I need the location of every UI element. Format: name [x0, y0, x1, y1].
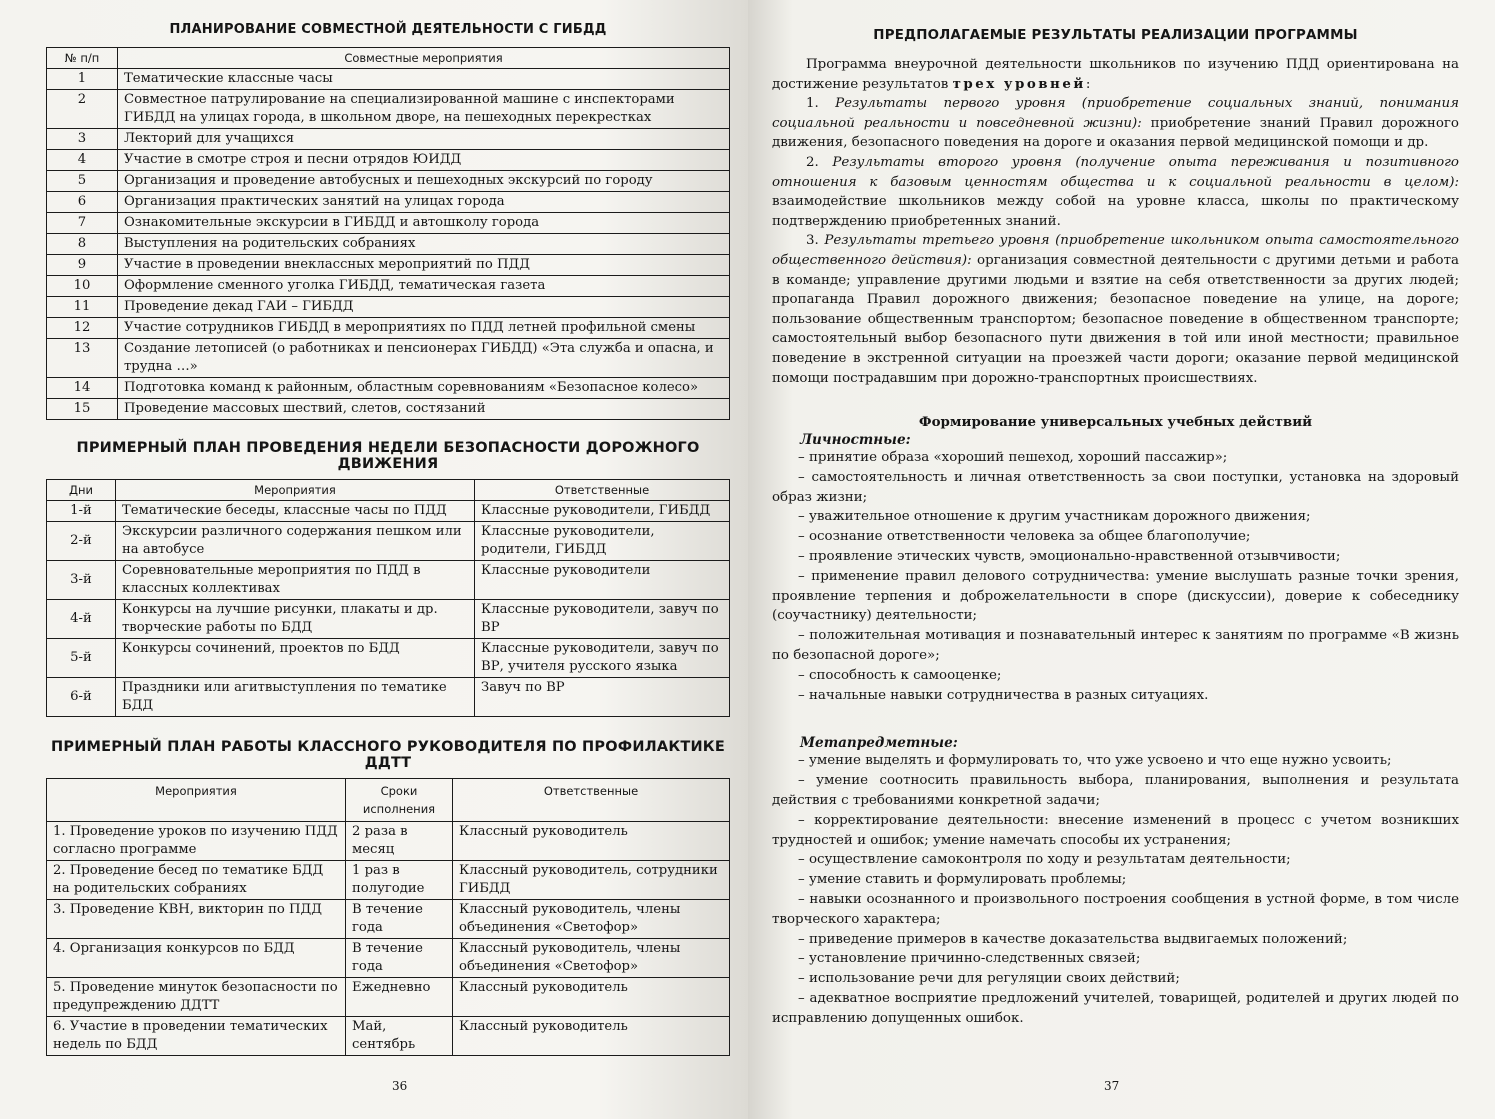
table-row: [47, 399, 730, 420]
level-title: Результаты второго уровня (получение опыта переживания и позитивного отношения к базовым ценностям общества и к социальной реальности в целом):: [772, 154, 1459, 190]
list-item: – уважительное отношение к другим участникам дорожного движения;: [772, 507, 1459, 527]
row-responsible: Классные руководители: [475, 561, 730, 600]
row-day: 4-й: [47, 600, 116, 639]
table-row: [47, 600, 730, 639]
row-event: 6. Участие в проведении тематических недель по БДД: [47, 1017, 346, 1056]
row-responsible: Классный руководитель: [453, 822, 730, 861]
meta-title: Метапредметные:: [800, 735, 958, 752]
result-level: [772, 153, 1459, 231]
list-item: – положительная мотивация и познавательный интерес к занятиям по программе «В жизнь по безопасной дороге»;: [772, 626, 1459, 666]
table-row: [47, 639, 730, 678]
list-item: – осознание ответственности человека за общее благополучие;: [772, 527, 1459, 547]
table-row: [47, 276, 730, 297]
level-number: 2.: [806, 154, 819, 170]
row-number: 9: [47, 255, 118, 276]
list-item: – осуществление самоконтроля по ходу и результатам деятельности;: [772, 850, 1459, 870]
row-event: Конкурсы сочинений, проектов по БДД: [116, 639, 475, 678]
level-title: Результаты первого уровня (приобретение социальных знаний, понимания социальной реальности и повседневной жизни):: [772, 96, 1459, 131]
col-header-events: Совместные мероприятия: [118, 48, 730, 69]
col-header-num: № п/п: [47, 48, 118, 69]
row-term: Ежедневно: [346, 978, 453, 1017]
lead-row-caption: [47, 420, 48, 421]
table-row: [47, 150, 730, 171]
row-event: Тематические беседы, классные часы по ПДД: [116, 501, 475, 522]
row-responsible: Классный руководитель: [453, 978, 730, 1017]
table-row: [47, 900, 730, 939]
col-header-events: Мероприятия: [116, 480, 475, 501]
table-row: [47, 318, 730, 339]
table-row: [47, 378, 730, 399]
row-term: В течение года: [346, 939, 453, 978]
results-levels: [772, 94, 1459, 388]
level-text: организация совместной деятельности с другими детьми и работа в команде; управление другими людьми и взятие на себя ответственности за других людей; пропаганда Правил дорожного движения; безопасное поведение на улице, на дороге; пользование общественным транспортом; безопасное поведение в общественном транспорте; самостоятельный выбор безопасного пути движения в той или иной местности; правильное поведение в экстренной ситуации на проезжей части дороги; оказание первой медицинской помощи пострадавшим при дорожно-транспортных происшествиях.: [772, 252, 1459, 386]
row-responsible: Классные руководители, завуч по ВР, учителя русского языка: [475, 639, 730, 678]
row-text: Проведение массовых шествий, слетов, состязаний: [118, 399, 730, 420]
result-level: [772, 94, 1459, 153]
list-item: – умение ставить и формулировать проблемы;: [772, 870, 1459, 890]
list-item: – самостоятельность и личная ответственность за свои поступки, установка на здоровый образ жизни;: [772, 468, 1459, 508]
table-row: [47, 861, 730, 900]
row-text: Выступления на родительских собраниях: [118, 234, 730, 255]
row-number: 14: [47, 378, 118, 399]
row-day: 6-й: [47, 678, 116, 717]
level-number: 3.: [806, 233, 819, 249]
row-term: 2 раза в месяц: [346, 822, 453, 861]
list-item: – установление причинно-следственных связей;: [772, 949, 1459, 969]
table-row: [47, 234, 730, 255]
row-responsible: Классный руководитель, члены объединения «Светофор»: [453, 939, 730, 978]
row-responsible: Классный руководитель: [453, 1017, 730, 1056]
row-number: 4: [47, 150, 118, 171]
list-item: – начальные навыки сотрудничества в разных ситуациях.: [772, 686, 1459, 706]
row-term: 1 раз в полугодие: [346, 861, 453, 900]
row-text: Ознакомительные экскурсии в ГИБДД и автошколу города: [118, 213, 730, 234]
page-number-left: 36: [392, 1079, 408, 1093]
row-term: Май, сентябрь: [346, 1017, 453, 1056]
row-event: 5. Проведение минуток безопасности по предупреждению ДДТТ: [47, 978, 346, 1017]
row-text: Совместное патрулирование на специализированной машине с инспекторами ГИБДД на улицах города, в школьном дворе, на пешеходных перекрестках: [118, 90, 730, 129]
list-item: – умение соотносить правильность выбора, планирования, выполнения и результата действия с требованиями конкретной задачи;: [772, 771, 1459, 811]
col-header-responsible: Ответственные: [453, 779, 730, 822]
level-text: взаимодействие школьников между собой на уровне класса, школы по практическому подтверждению приобретенных знаний.: [772, 194, 1459, 229]
row-day: 2-й: [47, 522, 116, 561]
row-number: 6: [47, 192, 118, 213]
table-row: [47, 129, 730, 150]
row-event: Праздники или агитвыступления по тематике БДД: [116, 678, 475, 717]
row-event: 4. Организация конкурсов по БДД: [47, 939, 346, 978]
table-row: [47, 69, 730, 90]
list-item: – приведение примеров в качестве доказательства выдвигаемых положений;: [772, 930, 1459, 950]
row-responsible: Завуч по ВР: [475, 678, 730, 717]
list-item: – умение выделять и формулировать то, что уже усвоено и что еще нужно усвоить;: [772, 751, 1459, 771]
results-title: ПРЕДПОЛАГАЕМЫЕ РЕЗУЛЬТАТЫ РЕАЛИЗАЦИИ ПРОГРАММЫ: [873, 28, 1358, 43]
row-text: Создание летописей (о работниках и пенсионерах ГИБДД) «Эта служба и опасна, и трудна …»: [118, 339, 730, 378]
list-item: – проявление этических чувств, эмоционально-нравственной отзывчивости;: [772, 547, 1459, 567]
row-responsible: Классные руководители, родители, ГИБДД: [475, 522, 730, 561]
table-row: [47, 255, 730, 276]
table-row: [47, 297, 730, 318]
table-row: [47, 678, 730, 717]
row-text: Организация и проведение автобусных и пешеходных экскурсий по городу: [118, 171, 730, 192]
col-header-responsible: Ответственные: [475, 480, 730, 501]
right-page: [748, 0, 1495, 1119]
table-row: [47, 501, 730, 522]
col-header-terms: Сроки исполнения: [346, 779, 453, 822]
list-item: – использование речи для регуляции своих действий;: [772, 969, 1459, 989]
list-item: – способность к самооценке;: [772, 666, 1459, 686]
table-header-row: [47, 779, 730, 822]
row-number: 10: [47, 276, 118, 297]
row-day: 1-й: [47, 501, 116, 522]
list-item: – корректирование деятельности: внесение изменений в процесс с учетом возникших трудностей и ошибок; умение намечать способы их устранения;: [772, 811, 1459, 851]
col-header-events: Мероприятия: [47, 779, 346, 822]
row-responsible: Классные руководители, завуч по ВР: [475, 600, 730, 639]
table-header-row: [47, 480, 730, 501]
level-number: 1.: [806, 96, 819, 112]
page-number-right: 37: [1104, 1079, 1120, 1093]
personal-list: [772, 448, 1459, 705]
level-title: Результаты третьего уровня (приобретение школьником опыта самостоятельного общественного действия):: [772, 233, 1459, 268]
table-header-row: [47, 48, 730, 69]
teacher-plan-title: ПРИМЕРНЫЙ ПЛАН РАБОТЫ КЛАССНОГО РУКОВОДИТЕЛЯ ПО ПРОФИЛАКТИКЕ ДДТТ: [51, 739, 725, 771]
row-number: 3: [47, 129, 118, 150]
result-level: [772, 231, 1459, 388]
list-item: – применение правил делового сотрудничества: умение выслушать разные точки зрения, проявление терпения и доброжелательности в споре (дискуссии), доверие к собеседнику (соучастнику) деятельности;: [772, 567, 1459, 626]
list-item: – принятие образа «хороший пешеход, хороший пассажир»;: [772, 448, 1459, 468]
row-term: В течение года: [346, 900, 453, 939]
table-row: [47, 213, 730, 234]
row-number: 7: [47, 213, 118, 234]
level-text: приобретение знаний Правил дорожного движения, безопасного поведения на дороге и оказания первой медицинской помощи и др.: [772, 115, 1459, 151]
results-body: [772, 55, 1459, 388]
row-text: Тематические классные часы: [118, 69, 730, 90]
results-intro: Программа внеурочной деятельности школьников по изучению ПДД ориентирована на достижение результатов трех уровней:: [772, 57, 1459, 92]
row-text: Участие в проведении внеклассных мероприятий по ПДД: [118, 255, 730, 276]
row-text: Лекторий для учащихся: [118, 129, 730, 150]
table-row: [47, 90, 730, 129]
gibdd-plan-table: [46, 47, 730, 420]
row-text: Организация практических занятий на улицах города: [118, 192, 730, 213]
table-row: [47, 822, 730, 861]
row-number: 12: [47, 318, 118, 339]
row-day: 5-й: [47, 639, 116, 678]
row-responsible: Классные руководители, ГИБДД: [475, 501, 730, 522]
row-number: 13: [47, 339, 118, 378]
table-row: [47, 171, 730, 192]
row-text: Оформление сменного уголка ГИБДД, тематическая газета: [118, 276, 730, 297]
uud-title: Формирование универсальных учебных действий: [918, 414, 1313, 431]
row-event: Экскурсии различного содержания пешком или на автобусе: [116, 522, 475, 561]
row-event: 2. Проведение бесед по тематике БДД на родительских собраниях: [47, 861, 346, 900]
row-number: 15: [47, 399, 118, 420]
table-row: [47, 339, 730, 378]
list-item: – навыки осознанного и произвольного построения сообщения в устной форме, в том числе творческого характера;: [772, 890, 1459, 930]
row-event: 1. Проведение уроков по изучению ПДД согласно программе: [47, 822, 346, 861]
row-text: Участие в смотре строя и песни отрядов ЮИДД: [118, 150, 730, 171]
row-event: Соревновательные мероприятия по ПДД в классных коллективах: [116, 561, 475, 600]
row-text: Проведение декад ГАИ – ГИБДД: [118, 297, 730, 318]
row-number: 1: [47, 69, 118, 90]
personal-title: Личностные:: [800, 432, 911, 449]
row-responsible: Классный руководитель, сотрудники ГИБДД: [453, 861, 730, 900]
safety-week-table: [46, 479, 730, 717]
table-row: [47, 939, 730, 978]
teacher-plan-table: [46, 778, 730, 1056]
meta-list: [772, 751, 1459, 1028]
row-event: 3. Проведение КВН, викторин по ПДД: [47, 900, 346, 939]
row-number: 8: [47, 234, 118, 255]
row-day: 3-й: [47, 561, 116, 600]
table-row: [47, 522, 730, 561]
row-number: 5: [47, 171, 118, 192]
row-number: 11: [47, 297, 118, 318]
row-number: 2: [47, 90, 118, 129]
row-event: Конкурсы на лучшие рисунки, плакаты и др. творческие работы по БДД: [116, 600, 475, 639]
row-text: Подготовка команд к районным, областным соревнованиям «Безопасное колесо»: [118, 378, 730, 399]
gibdd-plan-title: ПЛАНИРОВАНИЕ СОВМЕСТНОЙ ДЕЯТЕЛЬНОСТИ С ГИБДД: [169, 22, 607, 37]
row-responsible: Классный руководитель, члены объединения «Светофор»: [453, 900, 730, 939]
col-header-days: Дни: [47, 480, 116, 501]
table-row: [47, 192, 730, 213]
table-row: [47, 978, 730, 1017]
safety-week-title: ПРИМЕРНЫЙ ПЛАН ПРОВЕДЕНИЯ НЕДЕЛИ БЕЗОПАСНОСТИ ДОРОЖНОГО ДВИЖЕНИЯ: [76, 440, 700, 472]
table-row: [47, 561, 730, 600]
table-row: [47, 1017, 730, 1056]
list-item: – адекватное восприятие предложений учителей, товарищей, родителей и других людей по исправлению допущенных ошибок.: [772, 989, 1459, 1029]
row-text: Участие сотрудников ГИБДД в мероприятиях по ПДД летней профильной смены: [118, 318, 730, 339]
